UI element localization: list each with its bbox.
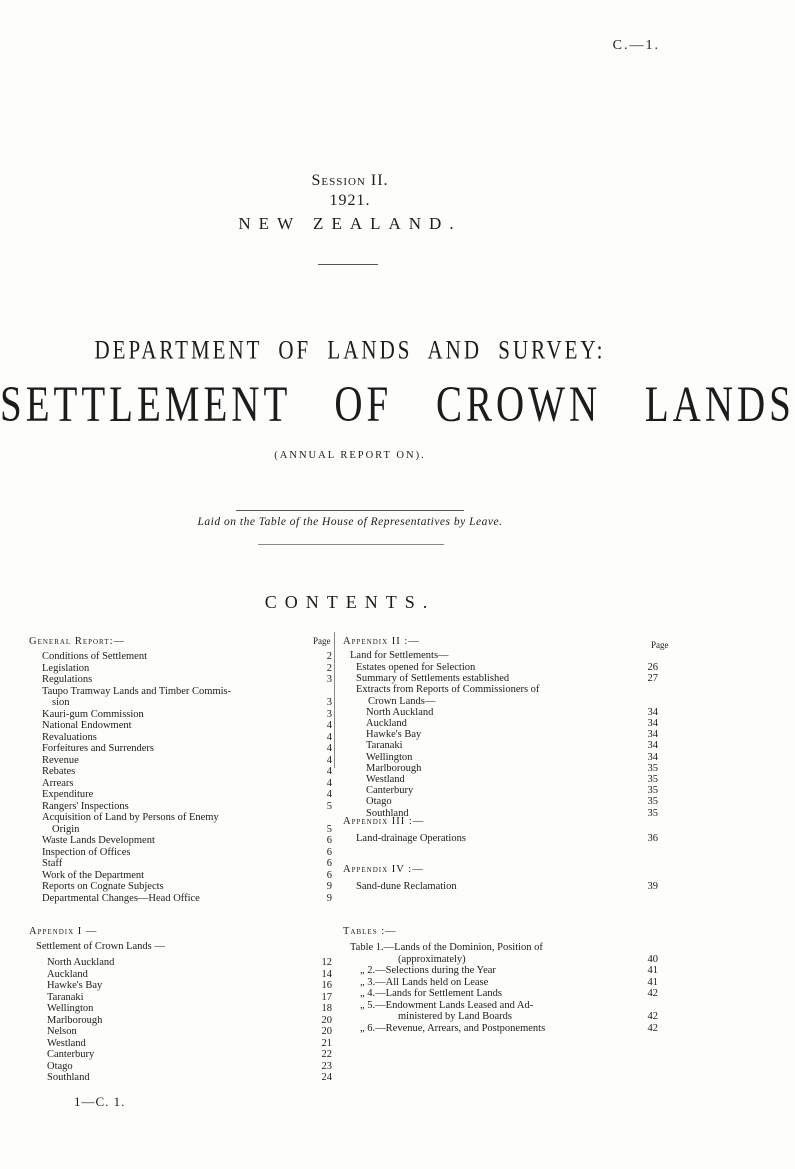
toc-entry-page: 20 [321,1014,332,1026]
toc-entry-label: Origin [52,823,80,835]
laid-rule-top [236,510,464,511]
toc-entry-label: North Auckland [366,706,434,718]
toc-entry-page: 4 [326,720,332,731]
toc-entry-label: Summary of Settlements established [356,673,510,685]
toc-entry-label: Southland [366,807,409,819]
toc-entry-label: „ 2.—Selections during the Year [360,965,496,976]
toc-entry-label: Wellington [366,751,413,763]
toc-entry-page: 35 [647,774,658,785]
toc-entry-label: Sand-dune Reclamation [356,881,457,892]
toc-entry-page: 17 [321,991,332,1003]
toc-entry-page: 4 [326,789,332,800]
toc-entry-label: Wellington [47,1003,94,1014]
toc-entry-label: Southland [47,1072,90,1083]
report-title: SETTLEMENT OF CROWN LANDS [0,376,795,433]
toc-entry-page: 34 [647,718,658,729]
laid-rule-bottom [258,544,444,545]
left-page-header: Page [313,636,331,646]
toc-entry-page: 34 [647,740,658,752]
toc-entry-page: 35 [647,807,658,819]
appendix-1-subheading: Settlement of Crown Lands — [36,941,165,952]
toc-entry-label: Staff [42,858,63,869]
title-divider [318,264,378,265]
toc-entry-page: 3 [326,674,332,685]
toc-entry-label: Conditions of Settlement [42,651,147,662]
toc-entry-label: Regulations [42,674,93,685]
page-footer-ref: 1—C. 1. [74,1094,126,1109]
toc-entry-label: Westland [47,1037,86,1049]
session-label: Session II. [311,172,389,189]
toc-entry-label: Taranaki [366,740,403,752]
appendix-4-heading: Appendix IV :— [343,864,424,875]
column-divider [334,632,335,768]
toc-entry-page: 23 [321,1060,332,1072]
toc-entry-label: Crown Lands— [368,695,436,707]
toc-entry-page: 26 [647,662,658,673]
toc-entry-label: Kauri-gum Commission [42,708,144,720]
toc-entry-page: 22 [321,1049,332,1060]
toc-entry-page: 34 [647,706,658,718]
department-heading: DEPARTMENT OF LANDS AND SURVEY: [94,334,606,365]
toc-entry-label: National Endowment [42,720,132,731]
toc-entry-page: 6 [326,846,332,858]
toc-entry-page: 4 [326,731,332,743]
toc-entry-label: ministered by Land Boards [398,1011,513,1022]
appendix-2-heading: Appendix II :— [343,636,420,647]
toc-entry-label: „ 4.—Lands for Settlement Lands [360,988,503,999]
toc-entry-page: 5 [326,823,332,835]
report-subtitle: (ANNUAL REPORT ON). [274,450,426,461]
toc-entry-page: 20 [321,1026,332,1037]
toc-entry-page: 4 [326,777,332,789]
toc-entry-label: Hawke's Bay [47,980,103,991]
contents-heading: CONTENTS. [264,592,436,612]
toc-entry-page: 21 [321,1037,332,1049]
toc-entry-page: 36 [647,833,658,844]
toc-entry-page: 6 [326,858,332,869]
toc-entry-label: Acquisition of Land by Persons of Enemy [42,812,219,823]
toc-entry-label: Departmental Changes—Head Office [42,892,200,904]
toc-entry-label: Nelson [47,1026,77,1037]
toc-entry-page: 2 [326,651,332,662]
toc-entry-page: 41 [647,976,658,988]
toc-entry-label: Otago [47,1060,73,1072]
toc-entry-page: 4 [326,743,332,754]
general-report-heading: General Report:— [29,636,125,647]
toc-entry-page: 27 [647,673,658,685]
toc-entry-label: Arrears [42,777,74,789]
toc-entry-page: 24 [321,1072,332,1083]
document-reference: C.—1. [612,38,660,53]
toc-entry-label: (approximately) [398,953,466,965]
toc-entry-page: 39 [647,881,658,892]
toc-entry-label: „ 3.—All Lands held on Lease [360,976,489,988]
toc-entry-page: 4 [326,754,332,766]
toc-entry-label: Extracts from Reports of Commissioners of [356,684,540,696]
toc-entry-page: 35 [647,796,658,808]
toc-entry-page: 6 [326,835,332,846]
toc-entry-label: Revenue [42,754,79,766]
toc-entry-page: 34 [647,751,658,763]
toc-entry-label: Canterbury [47,1049,95,1060]
toc-entry-label: „ 5.—Endowment Lands Leased and Ad- [360,999,534,1011]
toc-entry-page: 34 [647,729,658,741]
toc-entry-page: 18 [321,1003,332,1014]
toc-entry-label: Work of the Department [42,869,145,881]
toc-entry-label: Westland [366,774,405,785]
year-label: 1921. [329,192,371,209]
toc-entry-page: 42 [647,1022,658,1034]
toc-entry-page: 42 [647,988,658,999]
toc-entry-label: Marlborough [47,1014,103,1026]
toc-entry-label: Legislation [42,662,90,674]
toc-entry-page: 5 [326,800,332,812]
toc-entry-label: Rebates [42,766,76,777]
toc-entry-page: 16 [321,980,332,991]
right-page-header: Page [651,640,669,650]
appendix-2-subheading: Land for Settlements— [350,650,449,661]
toc-entry-page: 14 [321,968,332,980]
toc-entry-page: 12 [321,957,332,968]
toc-entry-page: 4 [326,766,332,777]
toc-entry-page: 6 [326,869,332,881]
toc-entry-label: Expenditure [42,789,94,800]
toc-entry-label: Taupo Tramway Lands and Timber Commis- [42,685,232,697]
toc-entry-label: „ 6.—Revenue, Arrears, and Postponements [360,1022,546,1034]
toc-entry-label: Land-drainage Operations [356,833,466,844]
toc-entry-label: North Auckland [47,957,115,968]
toc-entry-page: 42 [647,1011,658,1022]
toc-entry-label: Auckland [366,718,407,729]
toc-entry-label: Rangers' Inspections [42,800,129,812]
tables-heading: Tables :— [343,926,397,937]
toc-entry-label: Forfeitures and Surrenders [42,743,154,754]
toc-entry-label: Reports on Cognate Subjects [42,881,164,892]
appendix-3-heading: Appendix III :— [343,816,425,827]
country-label: NEW ZEALAND. [238,214,462,233]
toc-entry-page: 35 [647,785,658,797]
toc-entry-label: Taranaki [47,991,84,1003]
laid-statement: Laid on the Table of the House of Representatives by Leave. [197,516,503,528]
toc-entry-label: Auckland [47,968,88,980]
toc-entry-page: 3 [326,708,332,720]
toc-entry-label: Table 1.—Lands of the Dominion, Position of [350,942,543,953]
toc-entry-label: Canterbury [366,785,414,797]
toc-entry-label: Inspection of Offices [42,846,131,858]
toc-entry-page: 35 [647,762,658,774]
toc-entry-page: 40 [647,953,658,965]
toc-entry-page: 2 [326,662,332,674]
toc-entry-label: Waste Lands Development [42,835,155,846]
toc-entry-page: 3 [326,697,332,708]
toc-entry-page: 9 [326,892,332,904]
toc-entry-label: Hawke's Bay [366,729,422,741]
toc-entry-page: 9 [326,881,332,892]
toc-entry-page: 41 [647,965,658,976]
appendix-1-heading: Appendix I — [29,926,98,937]
toc-entry-label: sion [52,697,70,708]
toc-entry-label: Otago [366,796,392,808]
toc-entry-label: Estates opened for Selection [356,662,476,673]
toc-entry-label: Revaluations [42,731,97,743]
toc-entry-label: Marlborough [366,762,422,774]
